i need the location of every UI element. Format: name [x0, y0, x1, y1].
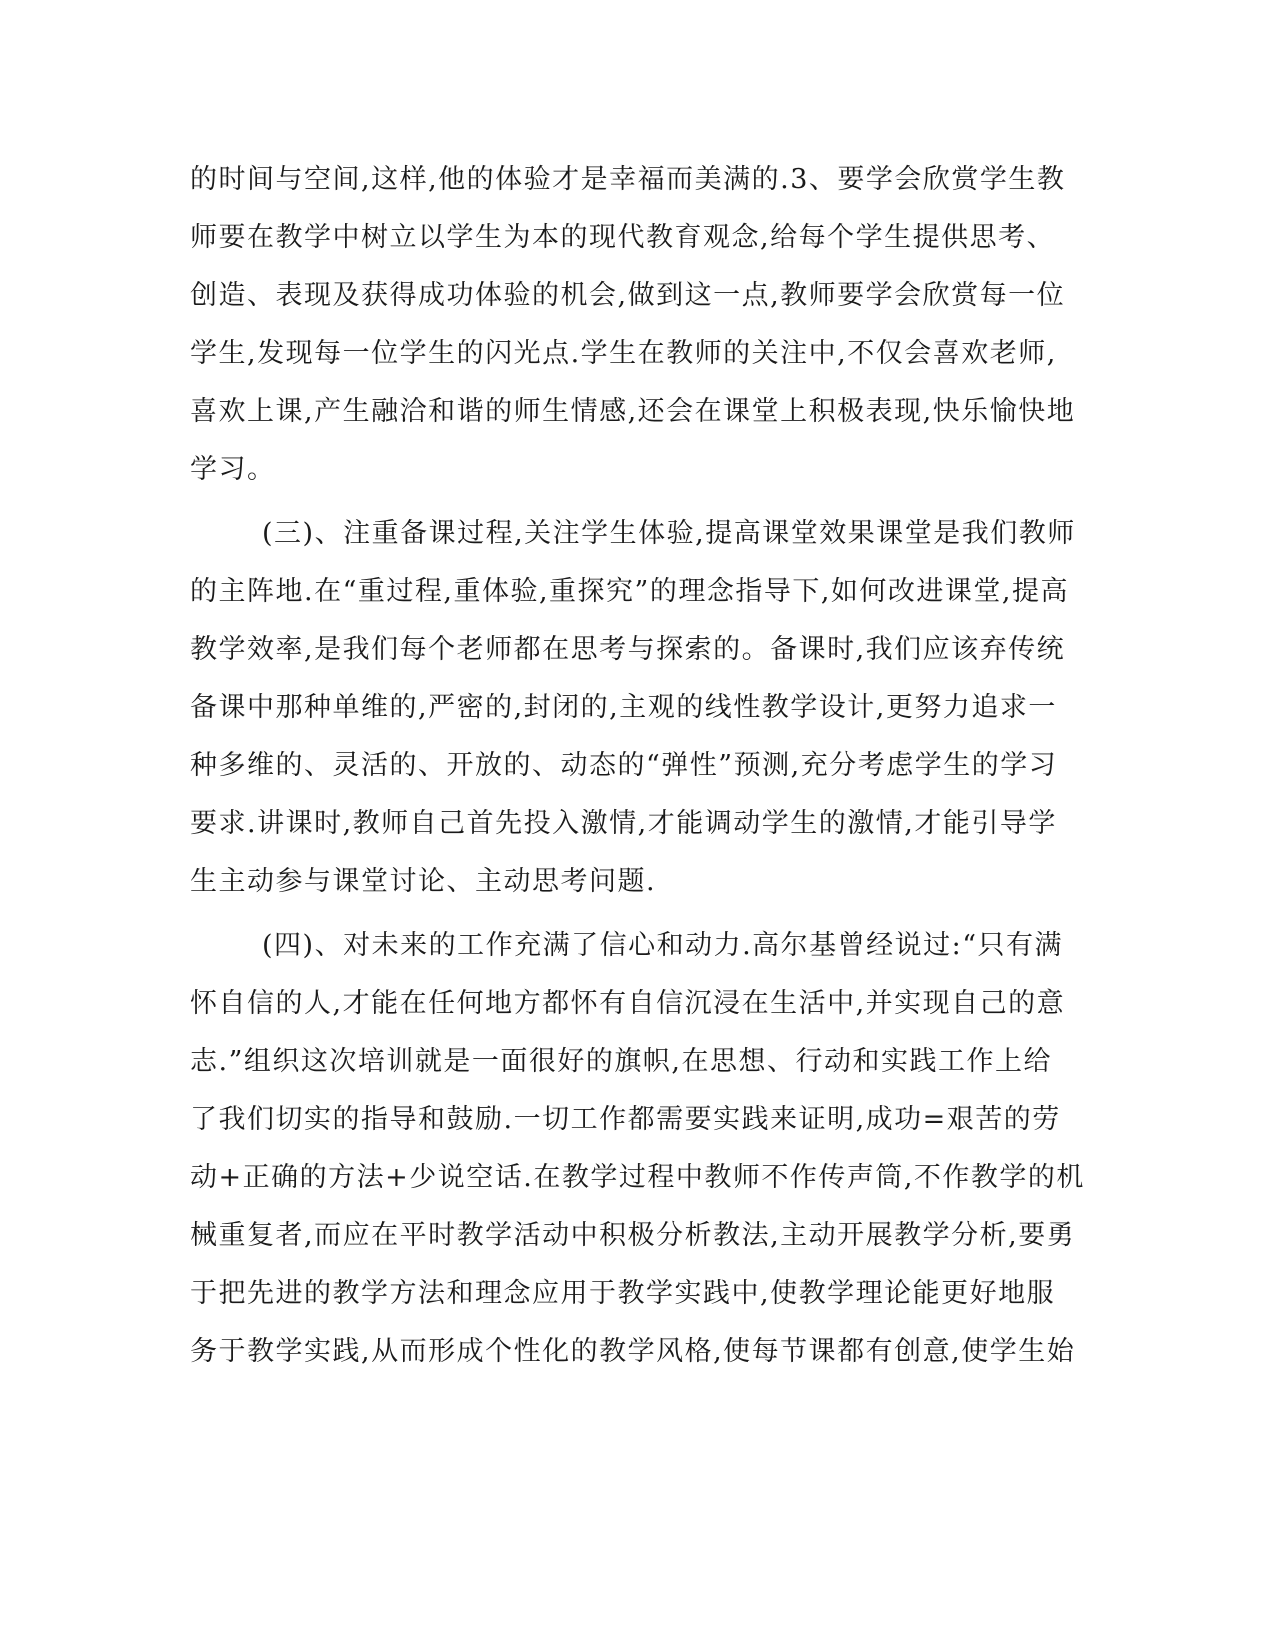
text-line: 动+正确的方法+少说空话.在教学过程中教师不作传声筒,不作教学的机 — [190, 1162, 1085, 1193]
text-line: 于把先进的教学方法和理念应用于教学实践中,使教学理论能更好地服 — [190, 1278, 1056, 1309]
text-line: 教学效率,是我们每个老师都在思考与探索的。备课时,我们应该弃传统 — [190, 634, 1066, 665]
text-line: 创造、表现及获得成功体验的机会,做到这一点,教师要学会欣赏每一位 — [190, 280, 1066, 311]
text-line: 的主阵地.在“重过程,重体验,重探究”的理念指导下,如何改进课堂,提高 — [190, 576, 1070, 607]
text-line: 学生,发现每一位学生的闪光点.学生在教师的关注中,不仅会喜欢老师, — [190, 338, 1057, 369]
text-line: 生主动参与课堂讨论、主动思考问题. — [190, 866, 657, 897]
text-line: 师要在教学中树立以学生为本的现代教育观念,给每个学生提供思考、 — [190, 222, 1056, 253]
text-line: 怀自信的人,才能在任何地方都怀有自信沉浸在生活中,并实现自己的意 — [190, 988, 1066, 1019]
text-line: 喜欢上课,产生融洽和谐的师生情感,还会在课堂上积极表现,快乐愉快地 — [190, 396, 1076, 427]
text-line: 务于教学实践,从而形成个性化的教学风格,使每节课都有创意,使学生始 — [190, 1336, 1076, 1367]
text-line: 种多维的、灵活的、开放的、动态的“弹性”预测,充分考虑学生的学习 — [190, 750, 1058, 781]
paragraph-heading-line: (四)、对未来的工作充满了信心和动力.高尔基曾经说过:“只有满 — [262, 930, 1064, 961]
paragraph-heading-line: (三)、注重备课过程,关注学生体验,提高课堂效果课堂是我们教师 — [262, 518, 1076, 549]
text-line: 的时间与空间,这样,他的体验才是幸福而美满的.3、要学会欣赏学生教 — [190, 164, 1066, 195]
text-line: 械重复者,而应在平时教学活动中积极分析教法,主动开展教学分析,要勇 — [190, 1220, 1076, 1251]
text-line: 学习。 — [190, 454, 276, 485]
text-line: 志.”组织这次培训就是一面很好的旗帜,在思想、行动和实践工作上给 — [190, 1046, 1052, 1077]
text-line: 要求.讲课时,教师自己首先投入激情,才能调动学生的激情,才能引导学 — [190, 808, 1057, 839]
text-line: 备课中那种单维的,严密的,封闭的,主观的线性教学设计,更努力追求一 — [190, 692, 1057, 723]
text-line: 了我们切实的指导和鼓励.一切工作都需要实践来证明,成功=艰苦的劳 — [190, 1104, 1061, 1135]
